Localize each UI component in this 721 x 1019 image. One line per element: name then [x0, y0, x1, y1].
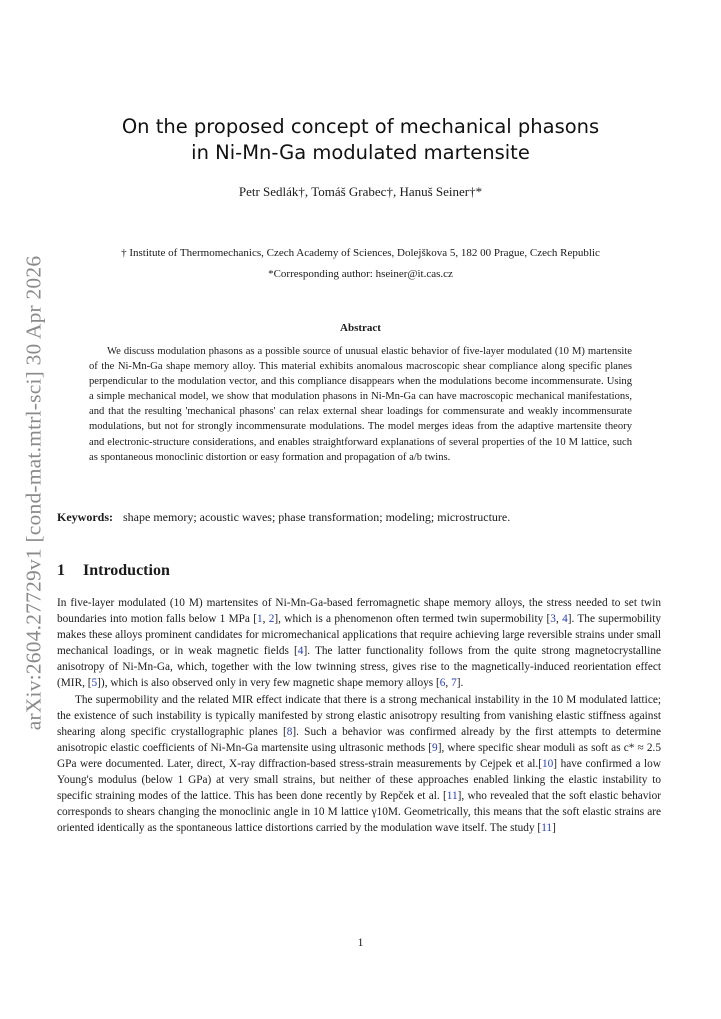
text-run: ]. The latter functionality follows from the quite strong magnetocrystalline anisotropy of Ni-Mn-Ga, which, together with the low twinning stress, gives rise to the magnetically-induced reorientation effect (MIR, [	[57, 645, 661, 690]
paragraph-2	[57, 692, 661, 837]
citation-link[interactable]: 7	[451, 677, 457, 690]
text-run: ], who revealed that the soft elastic behavior corresponds to shears changing the monoclinic angle in 10 M lattice γ10M. Geometrically, this means that the soft elastic strains are oriented identically as the spontaneous lattice distortions carried by the modulation wave itself. The study [	[57, 790, 661, 835]
section-heading	[57, 562, 170, 580]
abstract-heading: Abstract	[340, 322, 381, 334]
text-run: In five-layer modulated (10 M) martensites of Ni-Mn-Ga-based ferromagnetic shape memory alloys, the stress needed to set twin boundaries into motion falls below 1 MPa [	[57, 597, 661, 626]
paper-title	[0, 114, 721, 166]
abstract-body	[89, 344, 632, 465]
citation-link[interactable]: 11	[541, 822, 553, 835]
citation-link[interactable]: 11	[446, 790, 458, 803]
citation-link[interactable]: 4	[297, 645, 304, 658]
section-title: Introduction	[83, 562, 170, 579]
text-run: ]. The supermobility makes these alloys prominent candidates for micromechanical applications that require achieving large reversible strains under small mechanical loadings, or in weak magnetic fields [	[57, 613, 662, 658]
title-line-1: On the proposed concept of mechanical phasons	[121, 115, 600, 138]
citation-link[interactable]: 2	[268, 613, 275, 626]
keywords-text: shape memory; acoustic waves; phase transformation; modeling; microstructure.	[123, 510, 511, 524]
text-run: ,	[445, 677, 452, 690]
text-run: The supermobility and the related MIR effect indicate that there is a strong mechanical instability in the 10 M modulated lattice; the existence of such instability is typically manifested by strong elastic anisotropy resulting from vanishing elastic stiffness against shearing along specific crystallographic planes [	[57, 693, 661, 738]
paragraph-1	[57, 595, 661, 692]
citation-link[interactable]: 6	[439, 677, 446, 690]
affiliation-block	[0, 243, 721, 285]
affiliation: † Institute of Thermomechanics, Czech Academy of Sciences, Dolejškova 5, 182 00 Prague, Czech Republic	[121, 247, 600, 259]
title-line-2: in Ni-Mn-Ga modulated martensite	[191, 141, 530, 164]
arxiv-sidebar	[14, 238, 54, 748]
citation-link[interactable]: 8	[286, 725, 293, 738]
citation-link[interactable]: 1	[256, 613, 263, 626]
page-number: 1	[357, 937, 364, 949]
arxiv-identifier[interactable]: arXiv:2604.27729v1 [cond-mat.mtrl-sci] 30 Apr 2026	[21, 255, 46, 731]
author-list: Petr Sedlák†, Tomáš Grabec†, Hanuš Seiner†*	[238, 184, 483, 199]
introduction-body	[57, 595, 661, 836]
text-run: ]. Such a behavior was confirmed already by the first attempts to determine anisotropic elastic coefficients of Ni-Mn-Ga martensite using ultrasonic methods [	[57, 725, 661, 754]
abstract-text: We discuss modulation phasons as a possible source of unusual elastic behavior of five-layer modulated (10 M) martensite of the Ni-Mn-Ga shape memory alloy. This material exhibits anomalous macroscopic shear compliance along specific planes perpendicular to the modulation vector, and this compliance disappears when the modulations become incommensurate. Using a simple mechanical model, we show that modulation phasons in Ni-Mn-Ga can have macroscopic mechanical manifestations, and that the resulting 'mechanical phasons' can relax external shear loadings for commensurate and weakly incommensurate modulations, but not for strongly incommensurate modulations. The model merges ideas from the adaptive martensite theory and electronic-structure considerations, and enables straightforward explanations of several properties of the 10 M lattice, such as spontaneous monoclinic distortion or easy formation and propagation of a/b twins.	[89, 346, 632, 463]
text-run: ,	[555, 613, 563, 626]
text-run: ].	[456, 677, 464, 690]
citation-link[interactable]: 4	[562, 613, 568, 626]
text-run: ]), which is also observed only in very few magnetic shape memory alloys [	[97, 677, 440, 690]
keywords-label: Keywords:	[57, 510, 113, 524]
text-run: ,	[262, 613, 269, 626]
text-run: ], which is a phenomenon often termed twin supermobility [	[274, 613, 551, 626]
citation-link[interactable]: 5	[91, 677, 98, 690]
section-number: 1	[57, 562, 65, 579]
keywords-line	[57, 510, 667, 525]
citation-link[interactable]: 9	[432, 741, 438, 754]
corresponding-author: *Corresponding author: hseiner@it.cas.cz	[268, 268, 453, 280]
text-run: ] have confirmed a low Young's modulus (below 1 GPa) at very small strains, but neither of these approaches enabled linking the elastic instability to specific straining modes of the lattice. This has been done recently by Repček et al. [	[57, 757, 661, 803]
citation-link[interactable]: 10	[541, 757, 554, 770]
text-run: ], where specific shear moduli as soft as c* ≈ 2.5 GPa were documented. Later, direct, X-ray diffraction-based stress-strain measurements by Cejpek et al.[	[57, 741, 661, 770]
text-run: ]	[552, 822, 556, 835]
citation-link[interactable]: 3	[550, 613, 556, 626]
